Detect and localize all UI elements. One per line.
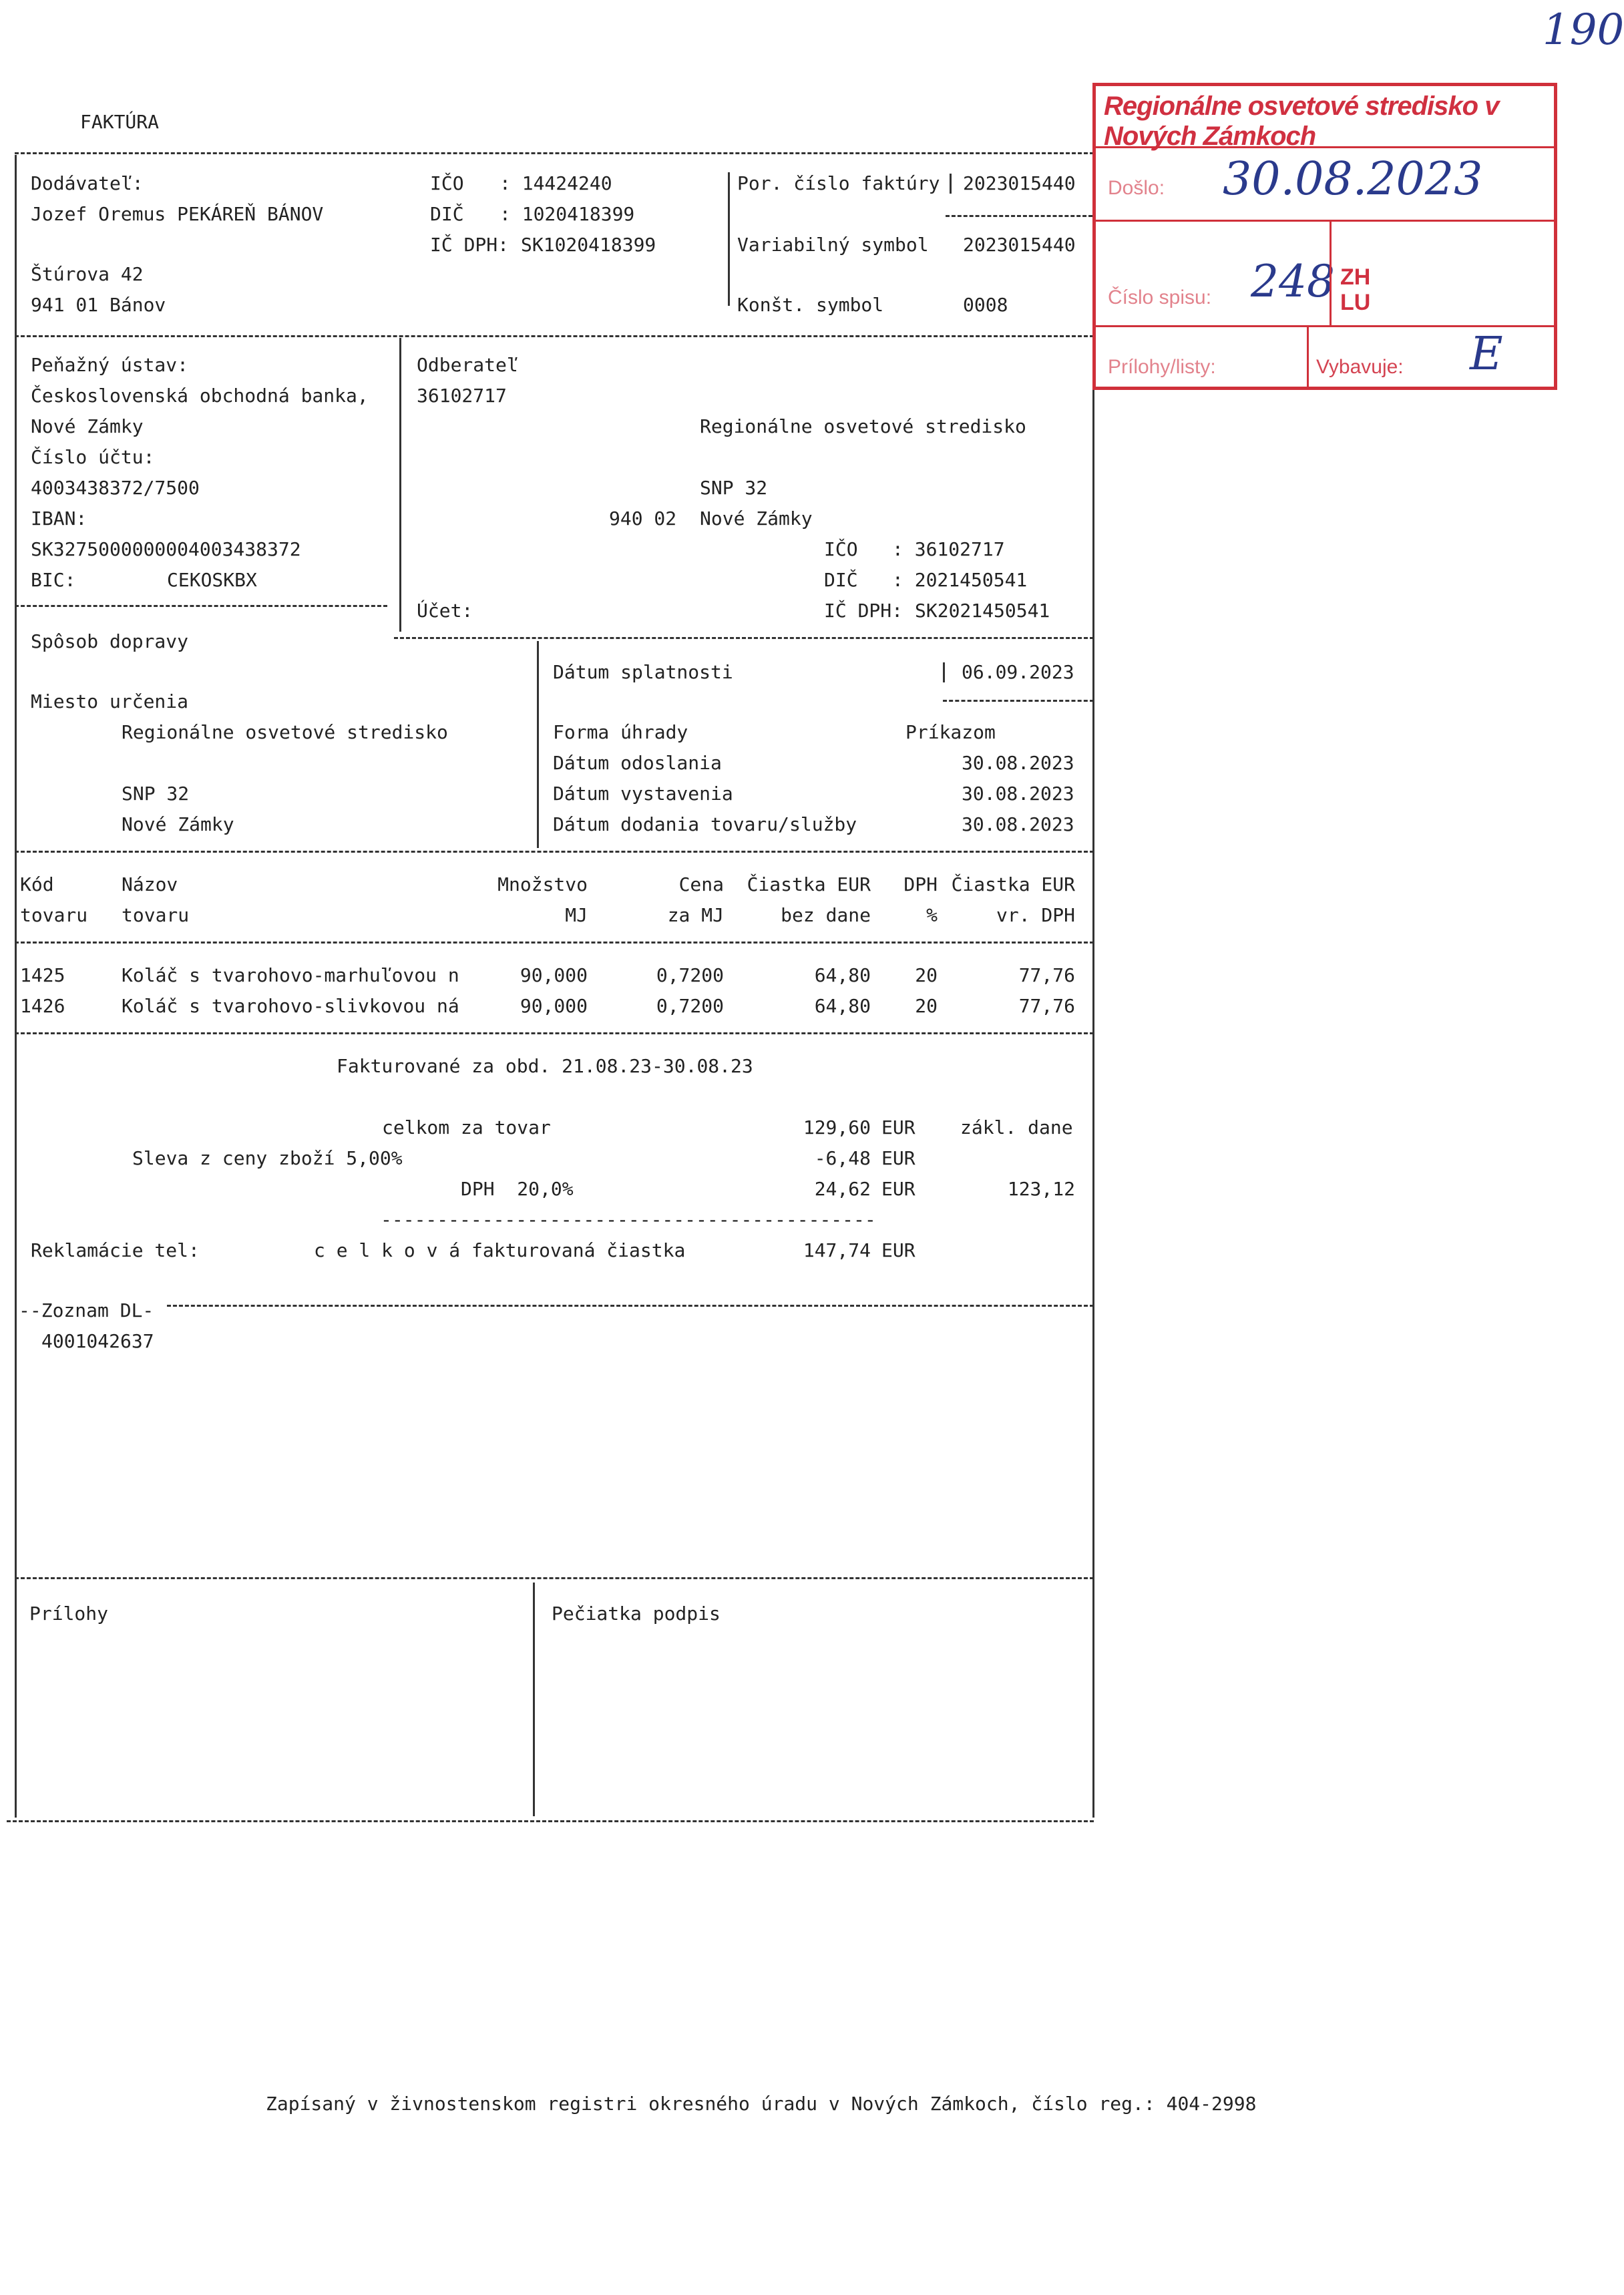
col-gross-header-1: Čiastka EUR <box>951 873 1075 895</box>
col-qty-header-2: MJ <box>565 904 588 926</box>
customer-icdph-label: IČ DPH: <box>824 600 903 622</box>
rule-table-header-bottom <box>15 942 1094 944</box>
delivery-notes-label: --Zoznam DL- <box>19 1299 154 1321</box>
goods-currency: EUR <box>881 1116 916 1138</box>
destination-city: Nové Zámky <box>122 813 234 835</box>
row-net: 64,80 <box>814 964 871 986</box>
sent-date: 30.08.2023 <box>962 752 1074 774</box>
supplier-street: Štúrova 42 <box>31 263 144 285</box>
delivery-date-label: Dátum dodania tovaru/služby <box>553 813 857 835</box>
supplier-icdph-label: IČ DPH: <box>430 234 510 256</box>
constant-symbol-label: Konšt. symbol <box>737 294 884 316</box>
rule-supplier-bottom <box>15 335 1094 337</box>
delivery-note-item: 4001042637 <box>41 1330 154 1352</box>
complaints-label: Reklamácie tel: <box>31 1239 200 1261</box>
supplier-dic-label: DIČ <box>430 203 464 225</box>
discount-label: Sleva z ceny zboží 5,00% <box>132 1147 403 1169</box>
row-qty: 90,000 <box>520 964 588 986</box>
invoice-period: Fakturované za obd. 21.08.23-30.08.23 <box>337 1055 753 1077</box>
customer-ico-label: IČO <box>824 538 858 560</box>
customer-id: 36102717 <box>417 385 507 407</box>
due-date-divider <box>943 662 945 682</box>
row-vat: 20 <box>915 964 938 986</box>
stamp-received-date-handwritten: 30.08.2023 <box>1223 153 1483 206</box>
refs-divider <box>728 172 730 306</box>
customer-zip: 940 02 <box>609 507 677 530</box>
supplier-ico-label: IČO <box>430 172 464 194</box>
rule-bank-bottom <box>15 605 387 607</box>
stamp-handles-label: Vybavuje: <box>1316 356 1404 378</box>
supplier-label: Dodávateľ: <box>31 172 144 194</box>
supplier-dic: : 1020418399 <box>499 203 635 225</box>
right-border <box>1092 337 1094 1818</box>
signature-stamp-label: Pečiatka podpis <box>552 1603 721 1625</box>
col-vat-header-1: DPH <box>903 873 938 895</box>
col-code-header-1: Kód <box>20 873 54 895</box>
transport-label: Spôsob dopravy <box>31 630 189 652</box>
supplier-city: 941 01 Bánov <box>31 294 166 316</box>
row-name: Koláč s tvarohovo-slivkovou ná <box>122 995 459 1017</box>
invoice-number-label: Por. číslo faktúry <box>737 172 940 194</box>
rule-table-bottom <box>15 1032 1094 1034</box>
stamp-attachments-label: Prílohy/listy: <box>1108 356 1216 378</box>
attachments-label: Prílohy <box>29 1603 109 1625</box>
payment-method-label: Forma úhrady <box>553 721 688 743</box>
issue-date: 30.08.2023 <box>962 783 1074 805</box>
total-currency: EUR <box>881 1239 916 1261</box>
stamp-reg-label: Číslo spisu: <box>1108 286 1212 308</box>
col-net-header-1: Čiastka EUR <box>747 873 871 895</box>
vat-rate-label: DPH 20,0% <box>461 1178 574 1200</box>
stamp-header: Regionálne osvetové stredisko v Nových Zámkoch <box>1104 91 1499 151</box>
sent-date-label: Dátum odoslania <box>553 752 722 774</box>
page-number-handwritten: 190 <box>1543 5 1624 55</box>
rule-due-bottom <box>943 700 1094 702</box>
total-label: c e l k o v á fakturovaná čiastka <box>314 1239 686 1261</box>
customer-name: Regionálne osvetové stredisko <box>700 415 1026 437</box>
received-stamp <box>1092 83 1557 390</box>
row-qty: 90,000 <box>520 995 588 1017</box>
delivery-date: 30.08.2023 <box>962 813 1074 835</box>
col-gross-header-2: vr. DPH <box>996 904 1075 926</box>
col-price-header-2: za MJ <box>667 904 724 926</box>
row-code: 1426 <box>20 995 65 1017</box>
payment-method: Príkazom <box>905 721 996 743</box>
vat-currency: EUR <box>881 1178 916 1200</box>
left-border <box>15 155 17 1818</box>
stamp-handles-handwritten: E <box>1470 328 1503 381</box>
bic-label: BIC: <box>31 569 76 591</box>
rule-top <box>15 152 1094 154</box>
discount-value: -6,48 <box>814 1147 871 1169</box>
row-vat: 20 <box>915 995 938 1017</box>
row-code: 1425 <box>20 964 65 986</box>
bic-value: CEKOSKBX <box>167 569 257 591</box>
supplier-icdph: SK1020418399 <box>521 234 656 256</box>
due-date: 06.09.2023 <box>962 661 1074 683</box>
row-price: 0,7200 <box>656 964 724 986</box>
bank-customer-divider <box>399 338 401 632</box>
stamp-reg-number-handwritten: 248 <box>1251 256 1335 307</box>
customer-dic: : 2021450541 <box>892 569 1028 591</box>
goods-total-value: 129,60 <box>803 1116 871 1138</box>
tax-base-value: 123,12 <box>1007 1178 1075 1200</box>
constant-symbol: 0008 <box>963 294 1008 316</box>
summary-separator: -------------------------------------------- <box>381 1209 876 1231</box>
bank-name: Československá obchodná banka, <box>31 385 369 407</box>
row-price: 0,7200 <box>656 995 724 1017</box>
bank-label: Peňažný ústav: <box>31 354 189 376</box>
col-code-header-2: tovaru <box>20 904 88 926</box>
stamp-received-label: Došlo: <box>1108 177 1165 199</box>
dest-dates-divider <box>537 641 539 848</box>
row-name: Koláč s tvarohovo-marhuľovou n <box>122 964 459 986</box>
customer-city: Nové Zámky <box>700 507 813 530</box>
col-qty-header-1: Množstvo <box>497 873 588 895</box>
registry-note: Zapísaný v živnostenskom registri okresného úradu v Nových Zámkoch, číslo reg.: 404-2998 <box>266 2093 1257 2115</box>
footer-divider <box>533 1583 535 1816</box>
variable-symbol-label: Variabilný symbol <box>737 234 929 256</box>
bank-city: Nové Zámky <box>31 415 144 437</box>
goods-total-label: celkom za tovar <box>382 1116 551 1138</box>
account-number: 4003438372/7500 <box>31 477 200 499</box>
stamp-code-1: ZH <box>1340 264 1371 290</box>
due-date-label: Dátum splatnosti <box>553 661 733 683</box>
destination-name: Regionálne osvetové stredisko <box>122 721 448 743</box>
customer-account-label: Účet: <box>417 600 473 622</box>
destination-street: SNP 32 <box>122 783 190 805</box>
discount-currency: EUR <box>881 1147 916 1169</box>
invoice-number: 2023015440 <box>963 172 1076 194</box>
iban-label: IBAN: <box>31 507 87 530</box>
invoice-number-underline <box>946 215 1092 217</box>
customer-ico: : 36102717 <box>892 538 1005 560</box>
col-net-header-2: bez dane <box>781 904 871 926</box>
destination-label: Miesto určenia <box>31 690 189 712</box>
supplier-name: Jozef Oremus PEKÁREŇ BÁNOV <box>31 203 324 225</box>
col-name-header-1: Názov <box>122 873 178 895</box>
rule-dates-bottom <box>15 851 1094 853</box>
row-gross: 77,76 <box>1018 964 1075 986</box>
customer-dic-label: DIČ <box>824 569 858 591</box>
iban-value: SK3275000000004003438372 <box>31 538 301 560</box>
col-vat-header-2: % <box>926 904 938 926</box>
stamp-code-2: LU <box>1340 290 1371 315</box>
customer-label: Odberateľ <box>417 354 518 376</box>
rule-customer-bottom <box>394 637 1094 639</box>
invoice-number-divider <box>950 174 952 194</box>
customer-icdph: SK2021450541 <box>915 600 1050 622</box>
col-price-header-1: Cena <box>678 873 724 895</box>
issue-date-label: Dátum vystavenia <box>553 783 733 805</box>
total-value: 147,74 <box>803 1239 871 1261</box>
vat-value: 24,62 <box>814 1178 871 1200</box>
rule-delivery-notes <box>167 1305 1094 1307</box>
tax-base-label: zákl. dane <box>960 1116 1073 1138</box>
row-gross: 77,76 <box>1018 995 1075 1017</box>
variable-symbol: 2023015440 <box>963 234 1076 256</box>
rule-bottom <box>7 1820 1094 1822</box>
account-label: Číslo účtu: <box>31 446 155 468</box>
row-net: 64,80 <box>814 995 871 1017</box>
invoice-title: FAKTÚRA <box>80 111 160 133</box>
customer-street: SNP 32 <box>700 477 768 499</box>
supplier-ico: : 14424240 <box>499 172 612 194</box>
col-name-header-2: tovaru <box>122 904 190 926</box>
rule-notes-bottom <box>15 1577 1094 1579</box>
